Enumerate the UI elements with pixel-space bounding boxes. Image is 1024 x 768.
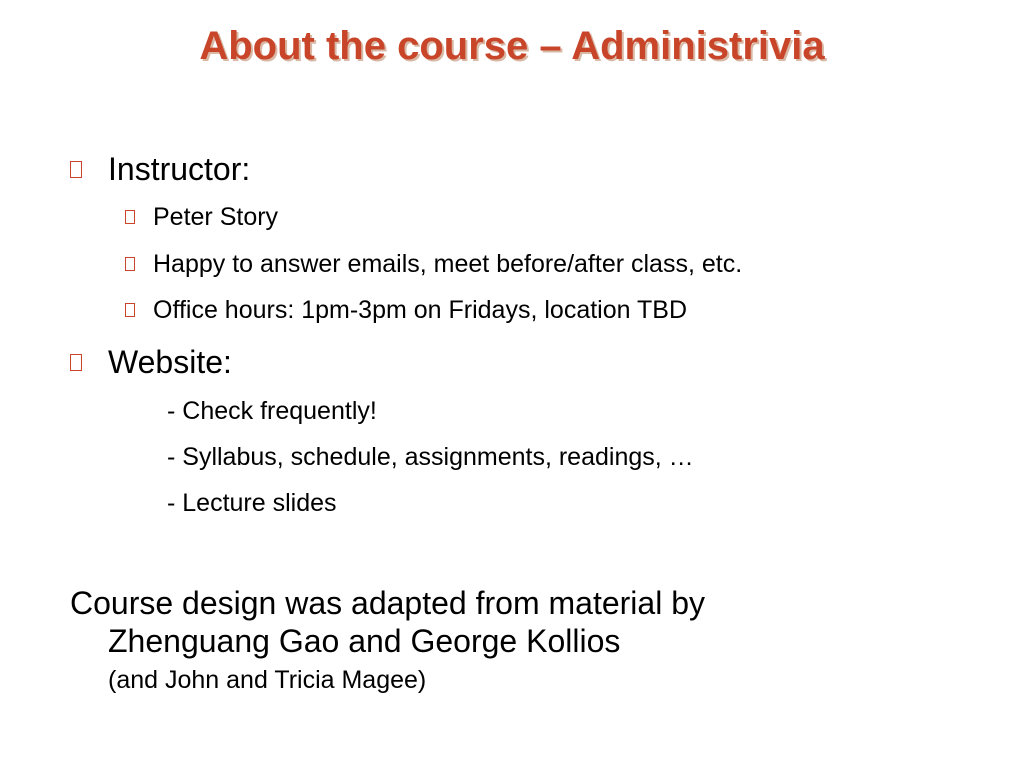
section-heading: Instructor: [108,151,251,187]
credit-authors: Zhenguang Gao and George Kollios [108,623,621,659]
list-item: - Check frequently! [167,397,377,425]
list-item [125,249,742,279]
section-instructor [70,151,250,187]
credit-note: (and John and Tricia Magee) [108,666,427,694]
square-bullet-icon [125,257,135,271]
list-item-text: Office hours: 1pm-3pm on Fridays, location TBD [153,296,688,324]
square-bullet-icon [70,161,82,178]
section-website [70,344,232,380]
list-item-text: Peter Story [153,203,279,231]
square-bullet-icon [125,210,135,224]
list-item-text: Happy to answer emails, meet before/after class, etc. [153,250,743,278]
list-item: - Lecture slides [167,489,337,517]
section-heading: Website: [108,344,232,380]
list-item: - Syllabus, schedule, assignments, readings, … [167,443,694,471]
square-bullet-icon [70,354,82,371]
slide-title: About the course – Administrivia [199,24,825,68]
list-item [125,295,687,325]
credit-line: Course design was adapted from material by [70,585,705,621]
square-bullet-icon [125,303,135,317]
list-item [125,202,278,232]
